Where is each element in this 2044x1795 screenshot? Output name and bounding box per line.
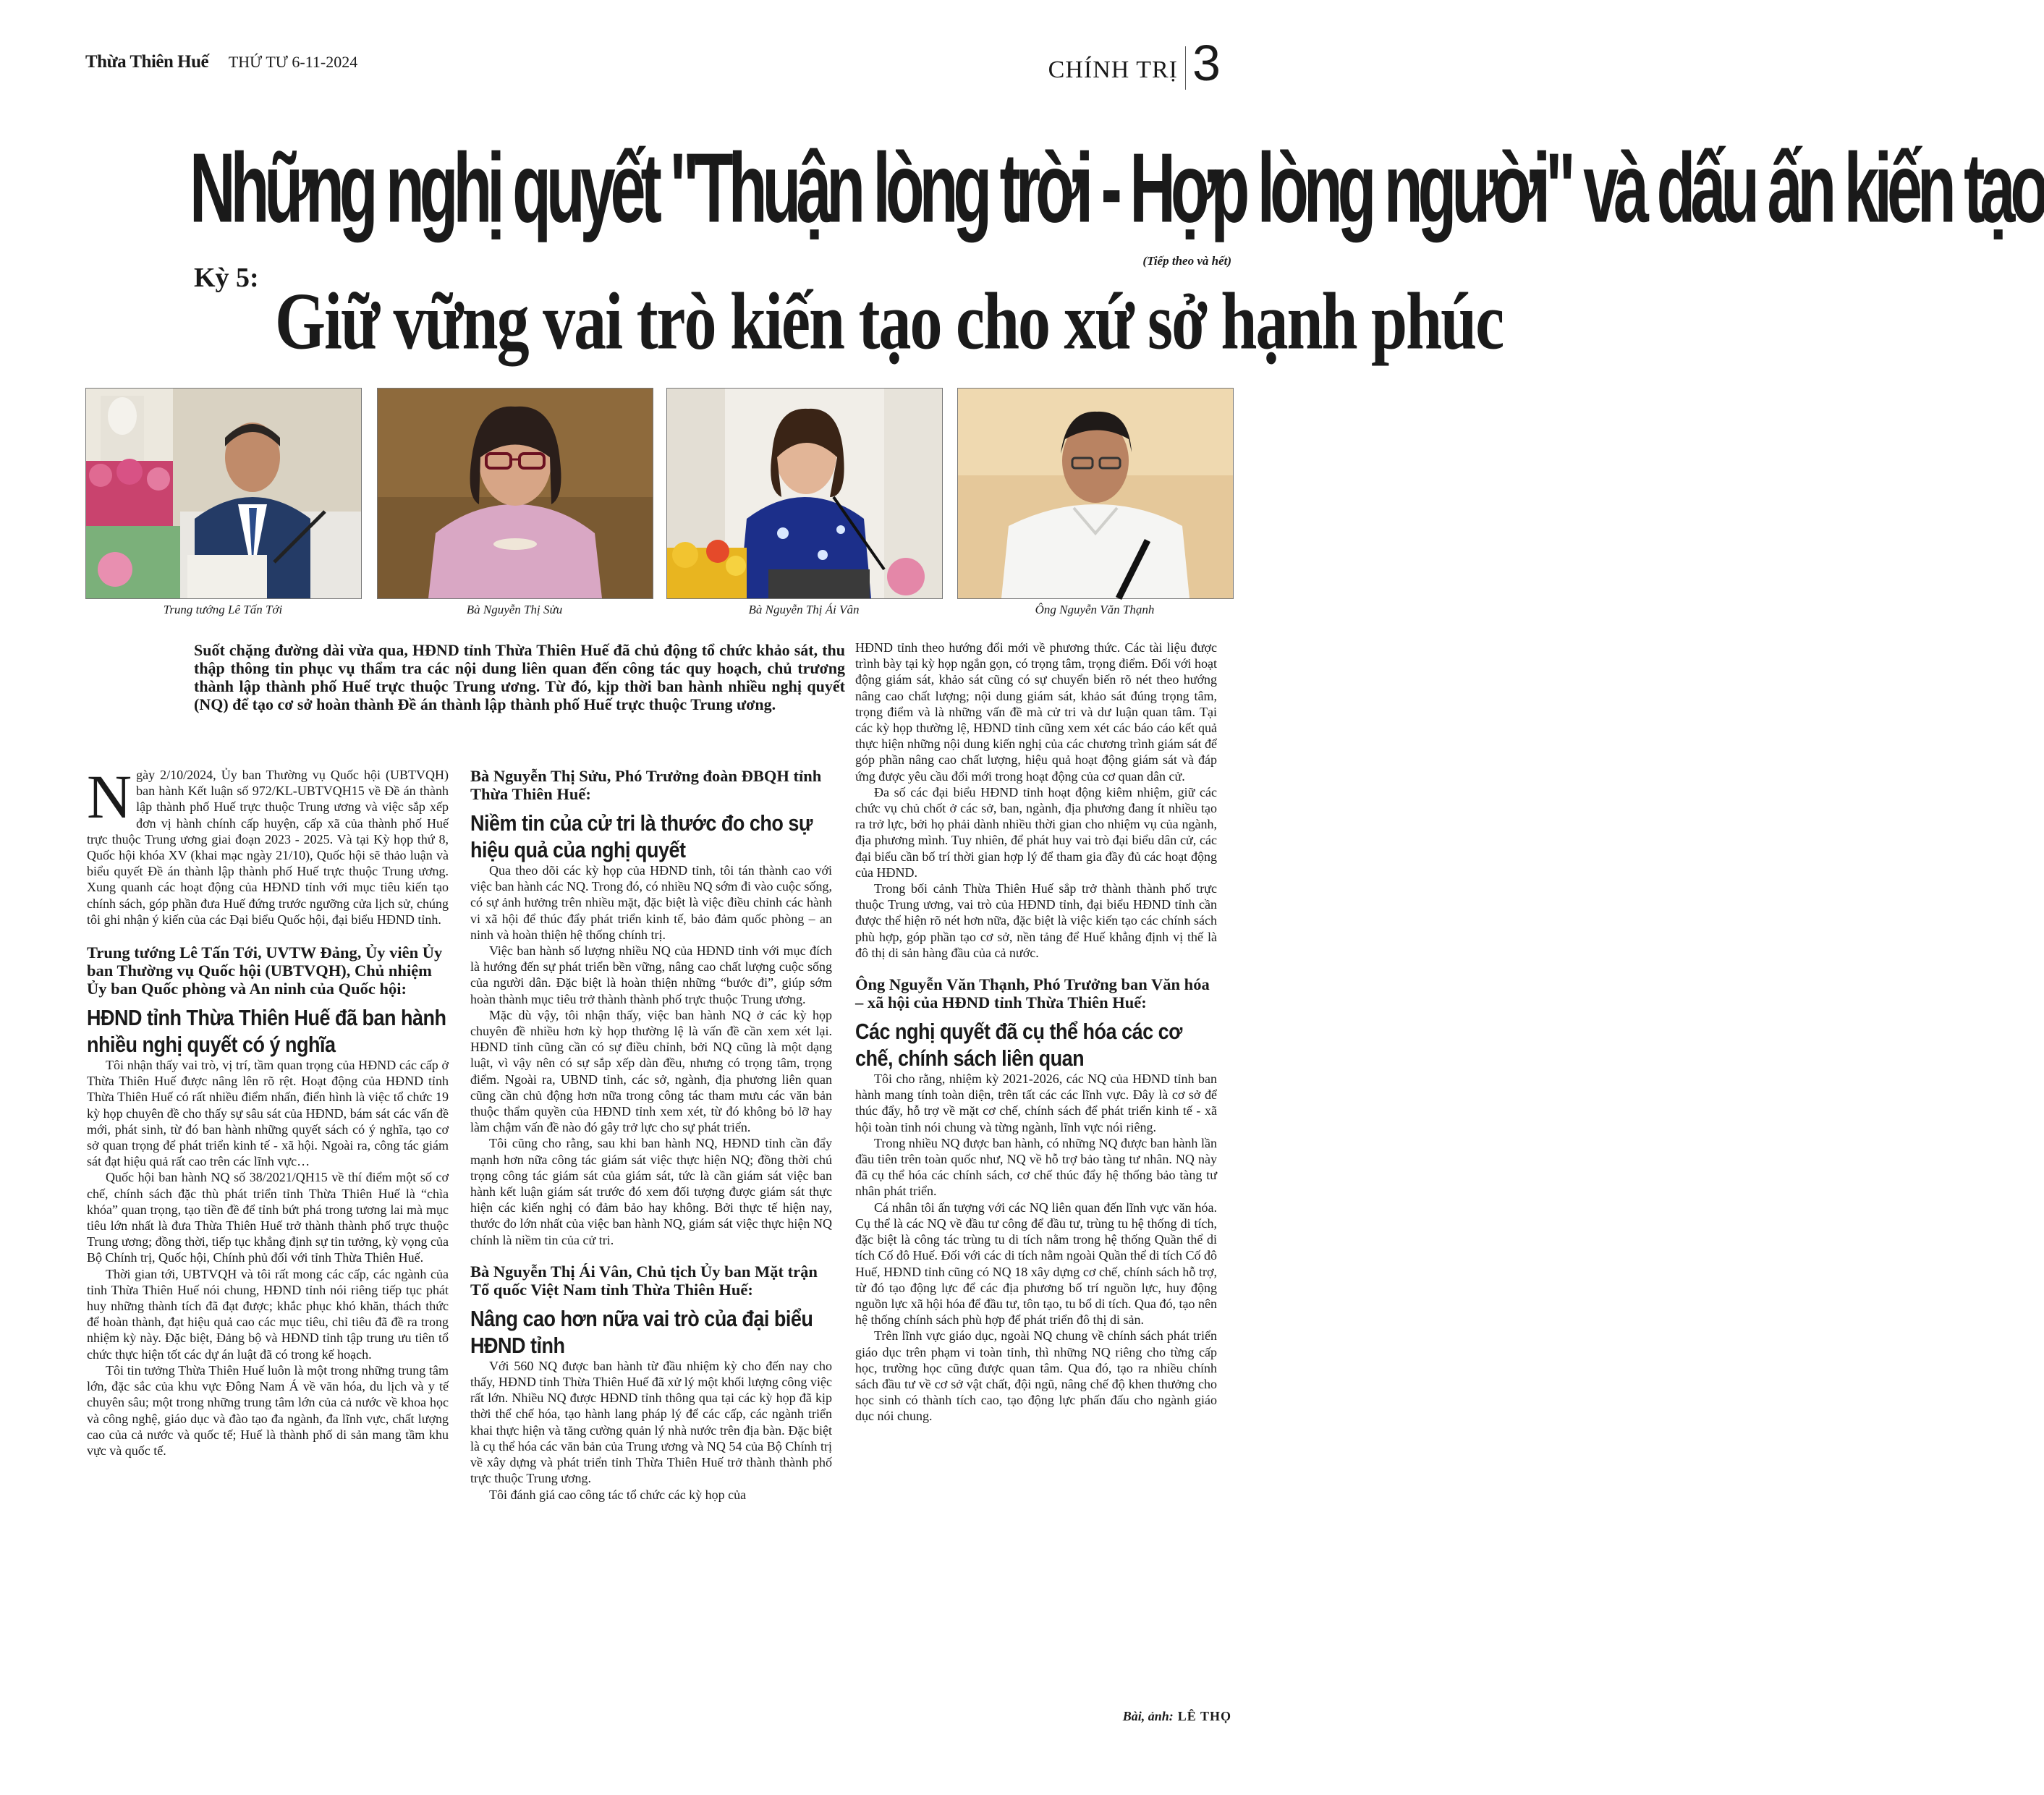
section-divider [1185,46,1186,90]
body-paragraph: Tôi cho rằng, nhiệm kỳ 2021-2026, các NQ của HĐND tỉnh ban hành mang tính toàn diện, trên tất các các lĩnh vực. Đây là cơ sở để thúc đẩy, hỗ trợ về mặt cơ chế, chính sách để phát triển kinh tế - xã hội toàn tỉnh nói chung và từng ngành, lĩnh vực nói riêng. [855,1072,1217,1134]
body-paragraph: Với 560 NQ được ban hành từ đầu nhiệm kỳ cho đến nay cho thấy, HĐND tỉnh Thừa Thiên Huế đã xử lý một khối lượng công việc rất lớn. Nhiều NQ được HĐND tỉnh thông qua tại các kỳ họp đã kịp thời thể chế hóa, tạo hành lang pháp lý để các cấp, các ngành triển khai thực hiện và tăng cường quản lý nhà nước trên địa bàn. Đặc biệt là cụ thể hóa các văn bản của Trung ương và NQ 54 của Bộ Chính trị về xây dựng và phát triển tỉnh Thừa Thiên Huế trở thành thành phố trực thuộc Trung ương. [470,1358,832,1486]
column-1 [87,762,449,1459]
main-headline: Những nghị quyết "Thuận lòng trời - Hợp lòng người" và dấu ấn kiến tạo [190,132,2044,243]
photo-caption: Ông Nguyễn Văn Thạnh [1035,603,1155,616]
body-paragraph: Cá nhân tôi ấn tượng với các NQ liên quan đến lĩnh vực văn hóa. Cụ thể là các NQ về đầu tư công để đầu tư, trùng tu hệ thống di tích, đặc biệt là công tác trùng tu di tích nằm trong hệ thống Quần thể di tích Cố đô Huế. Đối với các di tích nằm ngoài Quần thể di tích Cố đô Huế, HĐND tỉnh cũng có NQ 18 xây dựng cơ chế, chính sách hỗ trợ, từ đó tạo động lực để các địa phương bố trí nguồn lực, huy động nguồn lực xã hội hóa để đầu tư, tôn tạo, tu bổ di tích. Qua đó, tạo nên hệ thống chính sách phù hợp để phát triển đô thị di sản. [855,1200,1217,1328]
photo-caption: Bà Nguyễn Thị Sửu [466,603,563,616]
body-paragraph: Quốc hội ban hành NQ số 38/2021/QH15 về thí điểm một số cơ chế, chính sách đặc thù phát triển tỉnh Thừa Thiên Huế là “chìa khóa” quan trọng, tạo tiền đề để tỉnh bứt phá trong tương lai mà mục tiêu lớn nhất là đưa Thừa Thiên Huế trở thành thành phố trực thuộc Trung ương; đồng thời, tiếp tục khẳng định sự tin tưởng, kỳ vọng của Bộ Chính trị, Quốc hội, Chính phủ đối với tỉnh Thừa Thiên Huế. [87,1170,449,1265]
sub-headline: Giữ vững vai trò kiến tạo cho xứ sở hạnh phúc [275,276,1504,367]
topic-heading: HĐND tỉnh Thừa Thiên Huế đã ban hành nhiều nghị quyết có ý nghĩa [87,1006,446,1057]
drop-cap: N [87,762,132,831]
body-paragraph: Đa số các đại biểu HĐND tỉnh hoạt động kiêm nhiệm, giữ các chức vụ chủ chốt ở các sở, ban, ngành, địa phương đang ít nhiều tạo ra trở lực, bởi họ phải dành nhiều thời gian cho nhiệm vụ của ngành, địa phương mình. Tuy nhiên, để phát huy vai trò đại biểu dân cử, các đại biểu cần bố trí thời gian hợp lý để tham gia đầy đủ các hoạt động của HĐND. [855,784,1217,880]
portrait-image [667,389,942,598]
series-note: (Tiếp theo và hết) [1142,254,1231,268]
body-paragraph: Thời gian tới, UBTVQH và tôi rất mong các cấp, các ngành của tỉnh Thừa Thiên Huế nói chung, HĐND tỉnh nói riêng tiếp tục phát huy những thành tích đã đạt được; khắc phục khó khăn, thách thức để hoàn thành, đạt hiệu quả cao các mục tiêu, chỉ tiêu đã đề ra trong nhiệm kỳ này. Đặc biệt, Đảng bộ và HĐND tỉnh tập trung ưu tiên tổ chức thực hiện tốt các dự án luật đã có trong kế hoạch. [87,1266,449,1362]
page-number: 3 [1192,35,1221,91]
body-paragraph: HĐND tỉnh theo hướng đổi mới về phương thức. Các tài liệu được trình bày tại kỳ họp ngắn gọn, có trọng tâm, trọng điểm. Đối với hoạt động giám sát, khảo sát cũng có sự chuyển biến rõ nét theo hướng nâng cao chất lượng; nội dung giám sát, khảo sát đúng trọng tâm, trọng điểm và là những vấn đề mà cử tri và dư luận quan tâm. Tại các kỳ họp thường lệ, HĐND tỉnh cũng xem xét các báo cáo kết quả thực hiện những nội dung kiến nghị của các chương trình giám sát để góp phần nâng cao chất lượng, hiệu quả hoạt động giám sát và đáp ứng được yêu cầu đổi mới trong hoạt động của cơ quan dân cử. [855,640,1217,784]
topic-heading: Niềm tin của cử tri là thước đo cho sự hiệu quả của nghị quyết [470,811,813,862]
paper-name: Thừa Thiên Huế [85,52,209,72]
body-paragraph: Trong nhiều NQ được ban hành, có những NQ được ban hành lần đầu tiên trên toàn quốc như, NQ về hỗ trợ bảo tàng tư nhân. NQ này đã cụ thể hóa các chính sách, cơ chế thúc đẩy hệ thống bảo tàng tư nhân phát triển. [855,1135,1217,1199]
body-paragraph: Tôi nhận thấy vai trò, vị trí, tầm quan trọng của HĐND các cấp ở Thừa Thiên Huế được nâng lên rõ rệt. Hoạt động của HĐND tỉnh Thừa Thiên Huế có rất nhiều điểm nhấn, điển hình là việc tổ chức 19 kỳ họp chuyên đề cho thấy sự sâu sát của HĐND, bám sát các vấn đề mới, phát sinh, từ đó ban hành những quyết sách có ý nghĩa, tạo cơ sở quan trọng để phát triển kinh tế - xã hội. Ngoài ra, công tác giám sát đạt hiệu quả rất cao trên các lĩnh vực… [87,1058,449,1169]
speaker-heading: Trung tướng Lê Tấn Tới, UVTW Đảng, Ủy viên Ủy ban Thường vụ Quốc hội (UBTVQH), Chủ nhiệm Ủy ban Quốc phòng và An ninh của Quốc hội: [87,943,443,998]
topic-heading: Các nghị quyết đã cụ thể hóa các cơ chế, chính sách liên quan [855,1019,1182,1071]
speaker-heading: Bà Nguyễn Thị Ái Vân, Chủ tịch Ủy ban Mặt trận Tổ quốc Việt Nam tỉnh Thừa Thiên Huế: [470,1262,818,1299]
column-3 [855,640,1217,1425]
body-paragraph: Tôi đánh giá cao công tác tổ chức các kỳ họp của [489,1487,747,1502]
episode-label: Kỳ 5: [194,263,259,293]
body-paragraph: Tôi cũng cho rằng, sau khi ban hành NQ, HĐND tỉnh cần đẩy mạnh hơn nữa công tác giám sát việc thực hiện NQ; đồng thời chú trọng công tác giám sát của giám sát, tức là cần giám sát việc ban hành kết luận giám sát trước đó xem đối tượng được giám sát thực hiện các kiến nghị có đảm bảo hay không. Bởi thực tế hiện nay, thước đo lớn nhất của việc ban hành NQ, giám sát việc thực hiện NQ chính là niềm tin của cử tri. [470,1136,832,1247]
photo-nguyen-van-thanh [957,388,1234,599]
photo-nguyen-thi-ai-van [666,388,943,599]
photo-caption: Bà Nguyễn Thị Ái Vân [748,603,860,616]
body-paragraph: Qua theo dõi các kỳ họp của HĐND tỉnh, tôi tán thành cao với việc ban hành các NQ. Trong đó, có nhiều NQ sớm đi vào cuộc sống, có sự ảnh hưởng trên nhiều mặt, đặc biệt là việc điều chỉnh các hành vi xã hội để thúc đẩy phát triển kinh tế, bảo đảm quốc phòng – an ninh và hoàn thiện hệ thống chính trị. [470,863,832,942]
speaker-heading: Bà Nguyễn Thị Sửu, Phó Trưởng đoàn ĐBQH tỉnh Thừa Thiên Huế: [470,767,822,803]
photo-le-tan-toi [85,388,362,599]
topic-heading: Nâng cao hơn nữa vai trò của đại biểu HĐND tỉnh [470,1306,813,1358]
body-paragraph: Trong bối cảnh Thừa Thiên Huế sắp trở thành thành phố trực thuộc Trung ương, vai trò của HĐND tỉnh, đại biểu HĐND tỉnh cần được thể hiện rõ nét hơn nữa, đặc biệt là việc kiến tạo các chính sách phù hợp, góp phần tạo cơ sở, nền tảng để Huế khẳng định vị thế là đô thị di sản hàng đầu của cả nước. [855,881,1217,960]
photo-nguyen-thi-suu [377,388,653,599]
section-name: CHÍNH TRỊ [1048,56,1178,83]
byline-author: LÊ THỌ [1177,1709,1231,1723]
body-paragraph: Trên lĩnh vực giáo dục, ngoài NQ chung về chính sách phát triển giáo dục trên phạm vi toàn tỉnh, thì những NQ riêng cho từng cấp học, trường học cũng được quan tâm. Qua đó, tạo ra nhiều chính sách đầu tư về cơ sở vật chất, đội ngũ, nâng chế độ khen thưởng cho học sinh có thành tích cao, tạo động lực phấn đấu cho ngành giáo dục nói chung. [855,1328,1217,1424]
portrait-image [378,389,653,598]
masthead [85,52,357,72]
portrait-image [86,389,361,598]
speaker-heading: Ông Nguyễn Văn Thạnh, Phó Trưởng ban Văn hóa – xã hội của HĐND tỉnh Thừa Thiên Huế: [855,975,1210,1012]
intro-paragraph [87,762,449,928]
column-2 [470,767,832,1503]
body-paragraph: Mặc dù vậy, tôi nhận thấy, việc ban hành NQ ở các kỳ họp chuyên đề nhiều hơn kỳ họp thường lệ là vấn đề cần xem xét lại. HĐND tỉnh cũng cần có sự điều chỉnh, bởi NQ cũng là một dạng luật, vì vậy nên có sự sắp xếp dàn đều, nhưng có trọng tâm, trọng điểm. Ngoài ra, UBND tỉnh, các sở, ngành, địa phương liên quan cũng cần chủ động hơn nữa trong công tác tham mưu các văn bản thuộc thẩm quyền của HĐND tỉnh xem xét, từ đó không bỏ lỡ hay làm chậm vấn đề nào đó gây trở lực cho sự phát triển. [470,1007,832,1135]
issue-date: THỨ TƯ 6-11-2024 [228,53,358,71]
body-paragraph: Việc ban hành số lượng nhiều NQ của HĐND tỉnh với mục đích là hướng đến sự phát triển bền vững, nâng cao chất lượng cuộc sống của người dân. Đặc biệt là hoàn thiện những “bước đi”, giúp sớm hoàn thành mục tiêu trở thành thành phố trực thuộc Trung ương. [470,943,832,1006]
photo-caption: Trung tướng Lê Tấn Tới [163,603,283,616]
portrait-image [958,389,1233,598]
byline [941,1709,1231,1724]
intro-text: gày 2/10/2024, Ủy ban Thường vụ Quốc hội (UBTVQH) ban hành Kết luận số 972/KL-UBTVQH15 về Đề án thành lập thành phố Huế trực thuộc Trung ương và việc sắp xếp đơn vị hành chính cấp huyện, cấp xã của thành phố Huế trực thuộc Trung ương giai đoạn 2023 - 2025. Và tại Kỳ họp thứ 8, Quốc hội khóa XV (khai mạc ngày 21/10), Quốc hội sẽ thảo luận và biểu quyết Đề án thành lập thành phố Huế trực thuộc Trung ương. Xung quanh các hoạt động của HĐND tỉnh với mục tiêu kiến tạo chính sách, góp phần đưa Huế đứng trước ngưỡng cửa lịch sử, chúng tôi ghi nhận ý kiến của các Đại biểu Quốc hội, đại biểu HĐND tỉnh. [87,768,449,927]
body-paragraph: Tôi tin tưởng Thừa Thiên Huế luôn là một trong những trung tâm lớn, đặc sắc của khu vực Đông Nam Á về văn hóa, du lịch và y tế chuyên sâu; một trong những trung tâm lớn của cả nước về khoa học và công nghệ, giáo dục và đào tạo đa ngành, đa lĩnh vực, chất lượng cao của cả nước và quốc tế; Huế là thành phố di sản mang tầm khu vực và quốc tế. [87,1362,449,1458]
byline-label: Bài, ảnh: [1122,1709,1174,1723]
lead-paragraph: Suốt chặng đường dài vừa qua, HĐND tỉnh Thừa Thiên Huế đã chủ động tổ chức khảo sát, thu thập thông tin phục vụ thẩm tra các nội dung liên quan đến công tác quy hoạch, chủ trương thành lập thành phố Huế trực thuộc Trung ương. Từ đó, kịp thời ban hành nhiều nghị quyết (NQ) để tạo cơ sở hoàn thành Đề án thành lập thành phố Huế trực thuộc Trung ương. [194,641,845,713]
